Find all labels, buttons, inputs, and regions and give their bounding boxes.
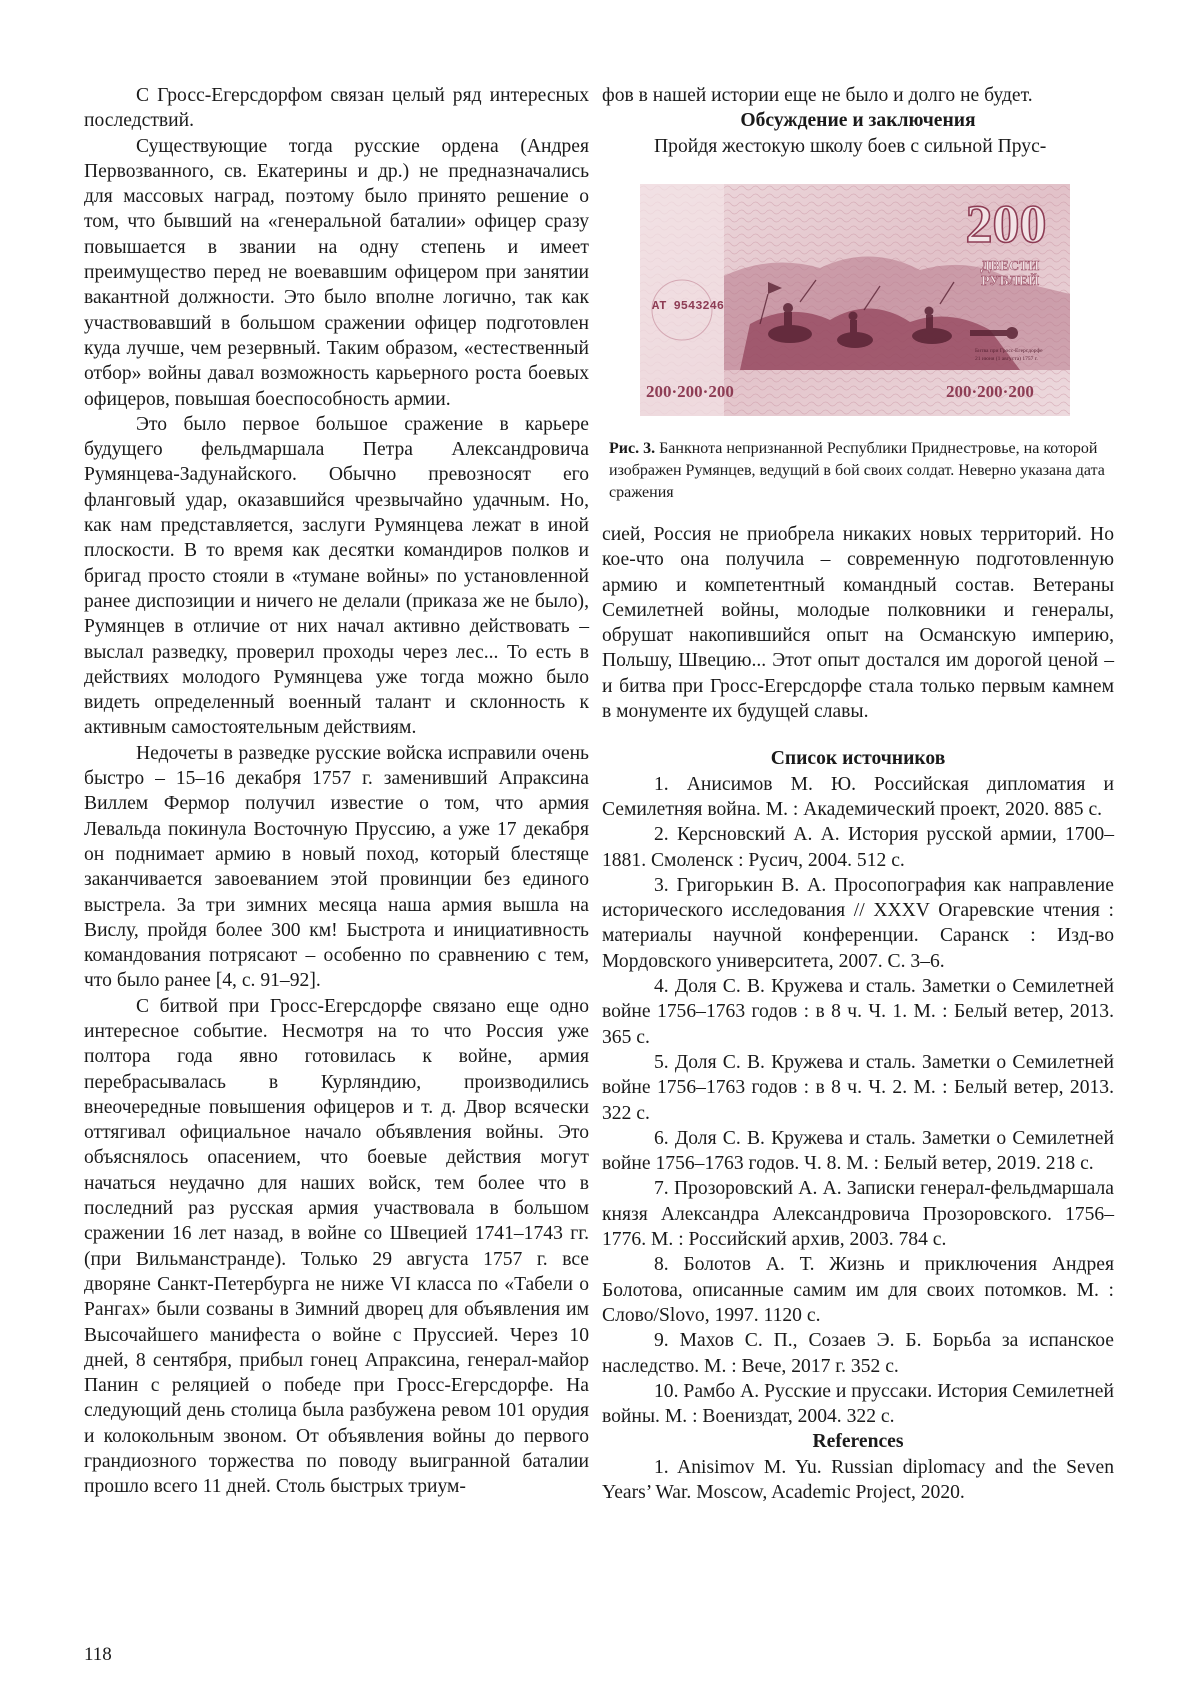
banknote-repeat-right: 200·200·200 xyxy=(946,382,1034,401)
right-column-top xyxy=(602,83,1114,159)
banknote-words-line1: ДВЕСТИ xyxy=(980,259,1040,274)
banknote-date-line2: 21 июня (1 августа) 1757 г. xyxy=(975,356,1038,362)
banknote-image xyxy=(640,184,1070,416)
figure-caption xyxy=(609,438,1109,504)
source-item: 7. Прозоровский А. А. Записки генерал-фельдмаршала князя Александра Александровича Прозоровского. 1756–1776. М. : Российский архив, 2003. 784 с. xyxy=(602,1178,1114,1251)
reference-item: 1. Anisimov M. Yu. Russian diplomacy and the Seven Years’ War. Moscow, Academic Project, 2020. xyxy=(602,1456,1114,1503)
banknote-date-line1: Битва при Гросс-Егерсдорфе xyxy=(975,348,1043,354)
source-item: 5. Доля С. В. Кружева и сталь. Заметки о Семилетней войне 1756–1763 годов : в 8 ч. Ч. 2. М. : Белый ветер, 2013. 322 с. xyxy=(602,1051,1114,1124)
paragraph-continuation: фов в нашей истории еще не было и долго не будет. xyxy=(602,85,1033,106)
paragraph: Это было первое большое сражение в карьере будущего фельдмаршала Петра Александровича Румянцева-Задунайского. Обычно превозносят его фланговый удар, оказавшийся чрезвычайно удачным. Но, как нам представляется, заслуги Румянцева лежат в иной плоскости. В то время как десятки командиров полков и бригад просто стояли в «тумане войны» по установленной ранее диспозиции и ничего не делали (приказа же не было), Румянцев в отличие от них начал активно действовать – выслал разведку, проверил проходы через лес... То есть в действиях молодого Румянцева уже тогда можно было видеть определенный военный талант и склонность к активным самостоятельным действиям. xyxy=(84,413,589,739)
paragraph-continuation: сией, Россия не приобрела никаких новых территорий. Но кое-что она получила – современную подготовленную армию и компетентный командный состав. Ветераны Семилетней войны, молодые полковники и генералы, обрушат накопившийся опыт на Османскую империю, Польшу, Швецию... Этот опыт достался им дорогой ценой – и битва при Гросс-Егерсдорфе стала только первым камнем в монументе их будущей славы. xyxy=(602,524,1114,723)
left-column xyxy=(84,83,589,1500)
source-item: 8. Болотов А. Т. Жизнь и приключения Андрея Болотова, описанные самим им для своих потомков. М. : Слово/Slovo, 1997. 1120 с. xyxy=(602,1254,1114,1326)
section-heading: Обсуждение и заключения xyxy=(740,110,976,132)
references-heading: References xyxy=(812,1431,904,1453)
source-item: 2. Керсновский А. А. История русской армии, 1700–1881. Смоленск : Русич, 2004. 512 с. xyxy=(602,824,1114,871)
source-item: 10. Рамбо А. Русские и пруссаки. История Семилетней войны. М. : Воениздат, 2004. 322 с. xyxy=(602,1380,1114,1428)
banknote-serial: АТ 9543246 xyxy=(652,299,725,313)
right-column-bottom xyxy=(602,522,1114,1505)
paragraph: Пройдя жестокую школу боев с сильной Прус- xyxy=(654,135,1047,157)
page-number: 118 xyxy=(84,1644,112,1665)
source-item: 6. Доля С. В. Кружева и сталь. Заметки о Семилетней войне 1756–1763 годов. Ч. 8. М. : Белый ветер, 2019. 218 с. xyxy=(602,1127,1114,1175)
banknote-denomination: 200 xyxy=(965,194,1047,254)
source-item: 1. Анисимов М. Ю. Российская дипломатия и Семилетняя война. М. : Академический проект, 2020. 885 с. xyxy=(602,773,1114,820)
paragraph: С Гросс-Егерсдорфом связан целый ряд интересных последствий. xyxy=(84,85,589,132)
banknote-repeat-left: 200·200·200 xyxy=(646,382,734,401)
caption-label: Рис. 3. xyxy=(609,440,656,457)
banknote-words-line2: РУБЛЕЙ xyxy=(980,274,1040,289)
caption-text: Банкнота непризнанной Республики Приднестровье, на которой изображен Румянцев, ведущий в бой своих солдат. Неверно указана дата сражения xyxy=(609,440,1105,501)
source-item: 9. Махов С. П., Созаев Э. Б. Борьба за испанское наследство. М. : Вече, 2017 г. 352 с. xyxy=(602,1330,1114,1377)
banknote-figure xyxy=(640,184,1070,416)
sources-heading: Список источников xyxy=(770,748,946,770)
paragraph: С битвой при Гросс-Егерсдорфе связано еще одно интересное событие. Несмотря на то что Россия уже полтора года явно готовилась к войне, армия перебрасывалась в Курляндию, производились внеочередные повышения офицеров и т. д. Двор всячески оттягивал официальное начало объявления войны. Это объяснялось опасением, что боевые действия могут начаться неудачно для наших войск, тем более что в последний раз русская армия участвовала в большом сражении 16 лет назад, в войне со Швецией 1741–1743 гг. (при Вильманстранде). Только 29 августа 1757 г. все дворяне Санкт-Петербурга не ниже VI класса по «Табели о Рангах» были созваны в Зимний дворец для объявления им Высочайшего манифеста о войне с Пруссией. Через 10 дней, 8 сентября, прибыл гонец Апраксина, генерал-майор Панин с реляцией о победе при Гросс-Егерсдорфе. На следующий день столица была разбужена ревом 101 орудия и колокольным звоном. От объявления войны до первого грандиозного торжества по поводу выигранной баталии прошло всего 11 дней. Столь быстрых триум- xyxy=(84,995,589,1498)
source-item: 4. Доля С. В. Кружева и сталь. Заметки о Семилетней войне 1756–1763 годов : в 8 ч. Ч. 1. М. : Белый ветер, 2013. 365 с. xyxy=(602,976,1114,1048)
paragraph: Недочеты в разведке русские войска исправили очень быстро – 15–16 декабря 1757 г. заменивший Апраксина Виллем Фермор получил известие о том, что армия Левальда покинула Восточную Пруссию, а уже 17 декабря он поднимает армию в новый поход, который блестяще заканчивается завоеванием этой провинции без единого выстрела. За три зимних месяца наша армия вышла на Вислу, пройдя более 300 км! Быстрота и инициативность командования потрясают – особенно по сравнению с тем, что было ранее [4, с. 91–92]. xyxy=(84,742,589,992)
source-item: 3. Григорькин В. А. Просопография как направление исторического исследования // XXXV Огаревские чтения : материалы научной конференции. Саранск : Изд-во Мордовского университета, 2007. С. 3–6. xyxy=(602,874,1114,972)
paragraph: Существующие тогда русские ордена (Андрея Первозванного, св. Екатерины и др.) не предназначались для массовых наград, поэтому было принято решение о том, что бывший на «генеральной баталии» офицер сразу повышается в звании на одну степень и имеет преимущество перед не воевавшим офицером при занятии вакантной должности. Это было вполне логично, так как участвовавший в большом сражении офицер подготовлен куда лучше, чем резервный. Таким образом, «естественный отбор» войны давал возможность карьерного роста боевых офицеров, повышая боеспособность армии. xyxy=(84,135,589,410)
